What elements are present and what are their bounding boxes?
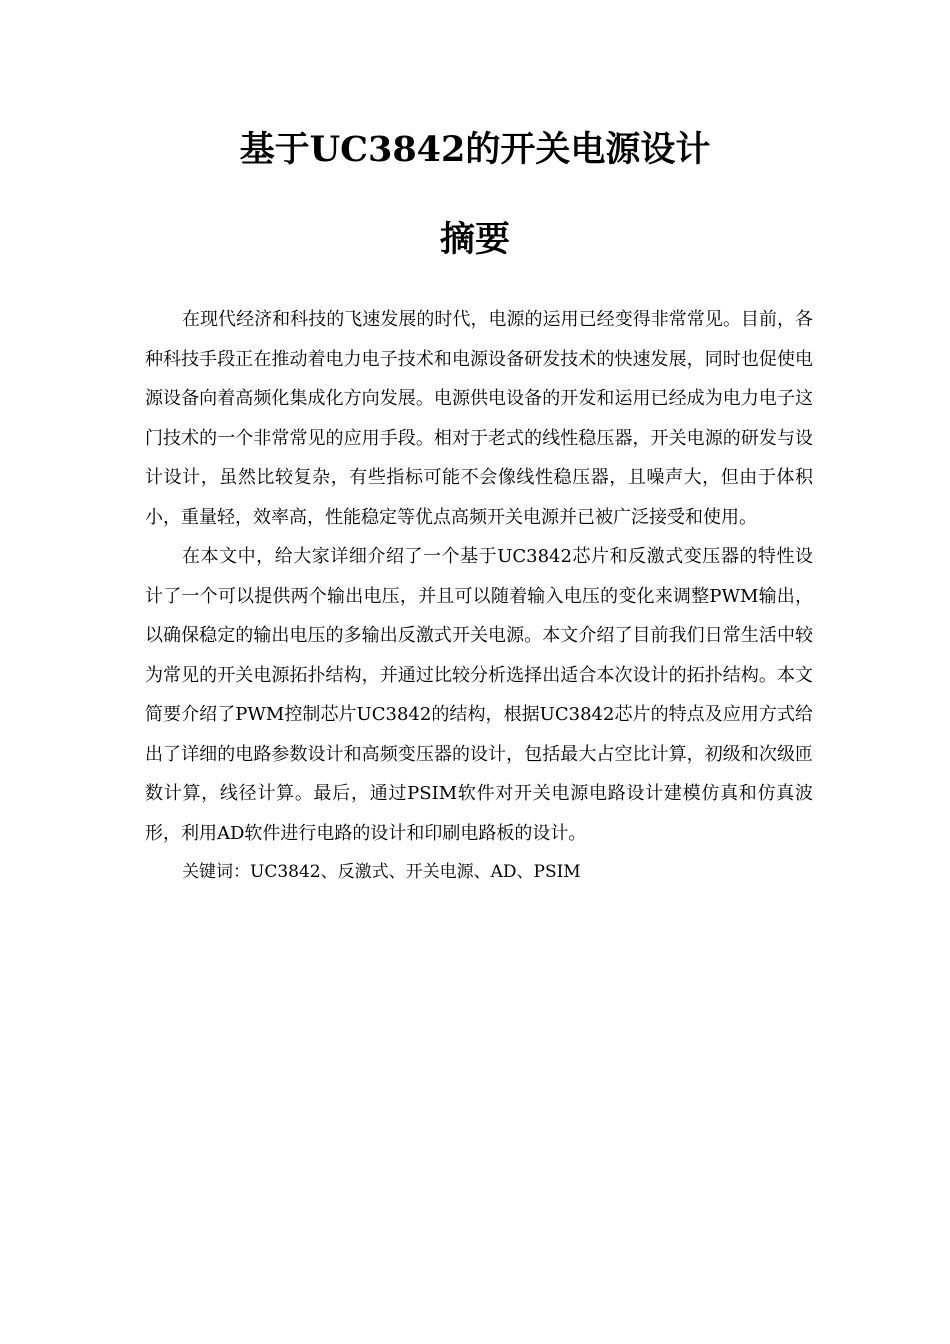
document-title: 基于UC3842的开关电源设计 — [239, 129, 711, 170]
abstract-paragraph: 在本文中，给大家详细介绍了一个基于UC3842芯片和反激式变压器的特性设计了一个可以提供两个输出电压，并且可以随着输入电压的变化来调整PWM输出，以确保稳定的输出电压的多输出反激式开关电源。本文介绍了目前我们日常生活中较为常见的开关电源拓扑结构，并通过比较分析选择出适合本次设计的拓扑结构。本文简要介绍了PWM控制芯片UC3842的结构，根据UC3842芯片的特点及应用方式给出了详细的电路参数设计和高频变压器的设计，包括最大占空比计算，初级和次级匝数计算，线径计算。最后，通过PSIM软件对开关电源电路设计建模仿真和仿真波形，利用AD软件进行电路的设计和印刷电路板的设计。 — [145, 546, 813, 844]
keywords-line: 关键词：UC3842、反激式、开关电源、AD、PSIM — [182, 862, 581, 882]
abstract-heading: 摘要 — [439, 219, 510, 260]
abstract-paragraph: 在现代经济和科技的飞速发展的时代，电源的运用已经变得非常常见。目前，各种科技手段正在推动着电力电子技术和电源设备研发技术的快速发展，同时也促使电源设备向着高频化集成化方向发展。电源供电设备的开发和运用已经成为电力电子这门技术的一个非常常见的应用手段。相对于老式的线性稳压器，开关电源的研发与设计设计，虽然比较复杂，有些指标可能不会像线性稳压器，且噪声大，但由于体积小，重量轻，效率高，性能稳定等优点高频开关电源并已被广泛接受和使用。 — [145, 309, 813, 528]
abstract-body — [145, 300, 813, 893]
